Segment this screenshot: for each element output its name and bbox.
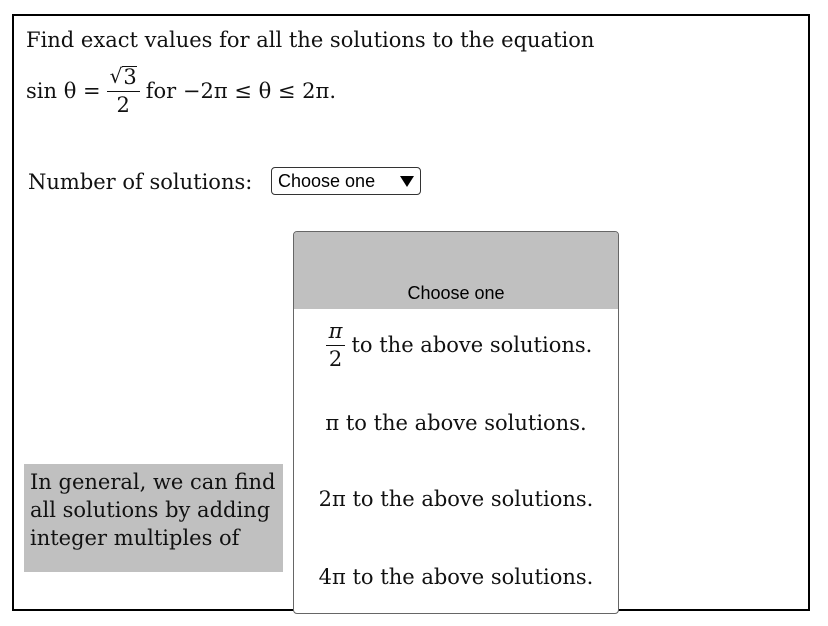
option-2pi[interactable] (294, 482, 618, 516)
option-text: 2π to the above solutions. (318, 487, 594, 511)
multiples-dropdown-menu[interactable] (293, 231, 619, 614)
problem-frame (12, 14, 810, 611)
range-text: for −2π ≤ θ ≤ 2π. (145, 79, 336, 103)
select-value: Choose one (278, 170, 376, 191)
number-of-solutions-select[interactable] (271, 167, 421, 195)
dropdown-header-label: Choose one (407, 283, 505, 303)
general-solutions-text: In general, we can find all solutions by adding integer multiples of (24, 464, 283, 572)
sqrt-argument: 3 (123, 65, 137, 89)
equation (26, 62, 336, 120)
option-text: π to the above solutions. (325, 411, 587, 435)
option-4pi[interactable] (294, 560, 618, 594)
pi-over-2-fraction: $\frac{\pi}{2}$ (326, 321, 346, 370)
number-of-solutions-label: Number of solutions: (28, 170, 253, 194)
fraction-denominator: 2 (116, 93, 130, 117)
sin-theta-label: sin θ = (26, 79, 101, 103)
sqrt3 (110, 66, 137, 88)
dropdown-arrow-icon (400, 176, 414, 187)
sqrt3-over-2-fraction (107, 66, 140, 116)
radical-icon: √ (109, 64, 123, 88)
option-text: to the above solutions. (351, 333, 593, 357)
option-pi[interactable] (294, 406, 618, 440)
option-text: 4π to the above solutions. (318, 565, 594, 589)
option-pi-over-2[interactable] (294, 318, 618, 372)
dropdown-header-option[interactable] (294, 232, 618, 309)
question-line-1: Find exact values for all the solutions to the equation (26, 28, 595, 52)
